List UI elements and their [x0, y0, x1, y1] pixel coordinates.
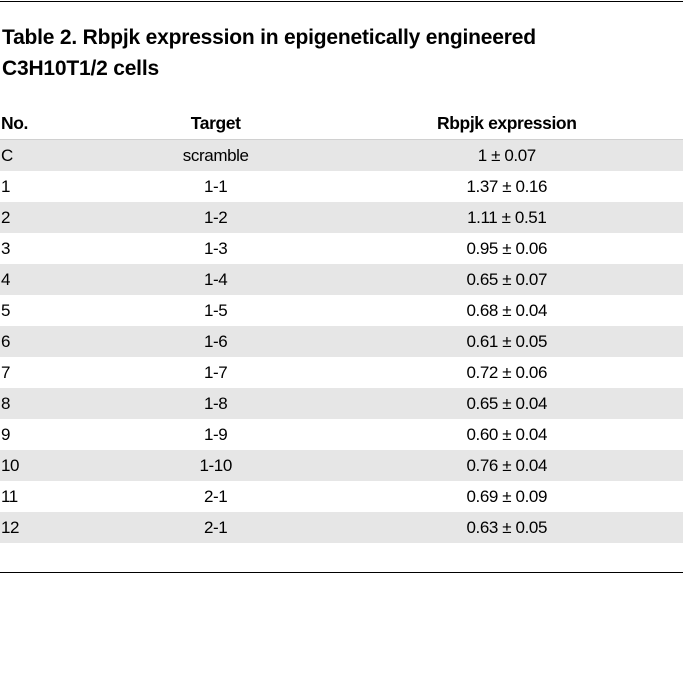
cell-target: 2-1 [203, 517, 228, 537]
cell-expression: 0.65 ± 0.04 [466, 393, 548, 413]
table-row [0, 512, 683, 543]
table-title: Table 2. Rbpjk expression in epigenetically engineered C3H10T1/2 cells [2, 26, 536, 80]
cell-target: 1-2 [203, 207, 228, 227]
table-row [0, 171, 683, 202]
cell-target: 1-1 [203, 176, 228, 196]
cell-expression: 0.61 ± 0.05 [466, 331, 548, 351]
cell-expression: 0.68 ± 0.04 [466, 300, 548, 320]
cell-no: 2 [1, 207, 11, 227]
cell-expression: 0.72 ± 0.06 [466, 362, 548, 382]
bottom-rule [0, 572, 683, 573]
cell-expression: 1.37 ± 0.16 [466, 176, 548, 196]
cell-no: 3 [1, 238, 11, 258]
column-header-target: Target [190, 113, 241, 133]
cell-no: 8 [1, 393, 11, 413]
cell-no: 6 [1, 331, 11, 351]
table-row [0, 295, 683, 326]
table-row [0, 388, 683, 419]
cell-expression: 1 ± 0.07 [477, 145, 536, 165]
cell-expression: 0.65 ± 0.07 [466, 269, 548, 289]
cell-expression: 0.69 ± 0.09 [466, 486, 548, 506]
cell-target: 1-8 [203, 393, 228, 413]
cell-target: 2-1 [203, 486, 228, 506]
cell-expression: 0.76 ± 0.04 [466, 455, 548, 475]
top-rule [0, 1, 683, 2]
cell-target: 1-4 [203, 269, 228, 289]
cell-no: 4 [1, 269, 11, 289]
column-header-expression: Rbpjk expression [437, 113, 577, 133]
cell-expression: 0.95 ± 0.06 [466, 238, 548, 258]
cell-target: 1-3 [203, 238, 228, 258]
cell-no: 10 [1, 455, 20, 475]
expression-table [0, 108, 683, 543]
table-row [0, 140, 683, 172]
cell-expression: 0.60 ± 0.04 [466, 424, 548, 444]
cell-target: 1-6 [203, 331, 228, 351]
column-header-no: No. [1, 113, 28, 133]
cell-target: 1-5 [203, 300, 228, 320]
cell-target: 1-9 [203, 424, 228, 444]
cell-expression: 1.11 ± 0.51 [467, 207, 547, 227]
cell-no: 1 [1, 176, 11, 196]
cell-no: C [1, 145, 13, 165]
table-row [0, 326, 683, 357]
cell-target: scramble [182, 145, 249, 165]
table-row [0, 419, 683, 450]
cell-target: 1-7 [203, 362, 228, 382]
table-row [0, 481, 683, 512]
cell-no: 11 [1, 486, 18, 506]
table-body [0, 140, 683, 544]
cell-no: 9 [1, 424, 11, 444]
table-row [0, 202, 683, 233]
cell-expression: 0.63 ± 0.05 [466, 517, 548, 537]
table-row [0, 264, 683, 295]
table-row [0, 233, 683, 264]
table-row [0, 357, 683, 388]
cell-target: 1-10 [199, 455, 232, 475]
table-header-row [0, 108, 683, 140]
cell-no: 12 [1, 517, 20, 537]
cell-no: 7 [1, 362, 11, 382]
table-row [0, 450, 683, 481]
cell-no: 5 [1, 300, 11, 320]
